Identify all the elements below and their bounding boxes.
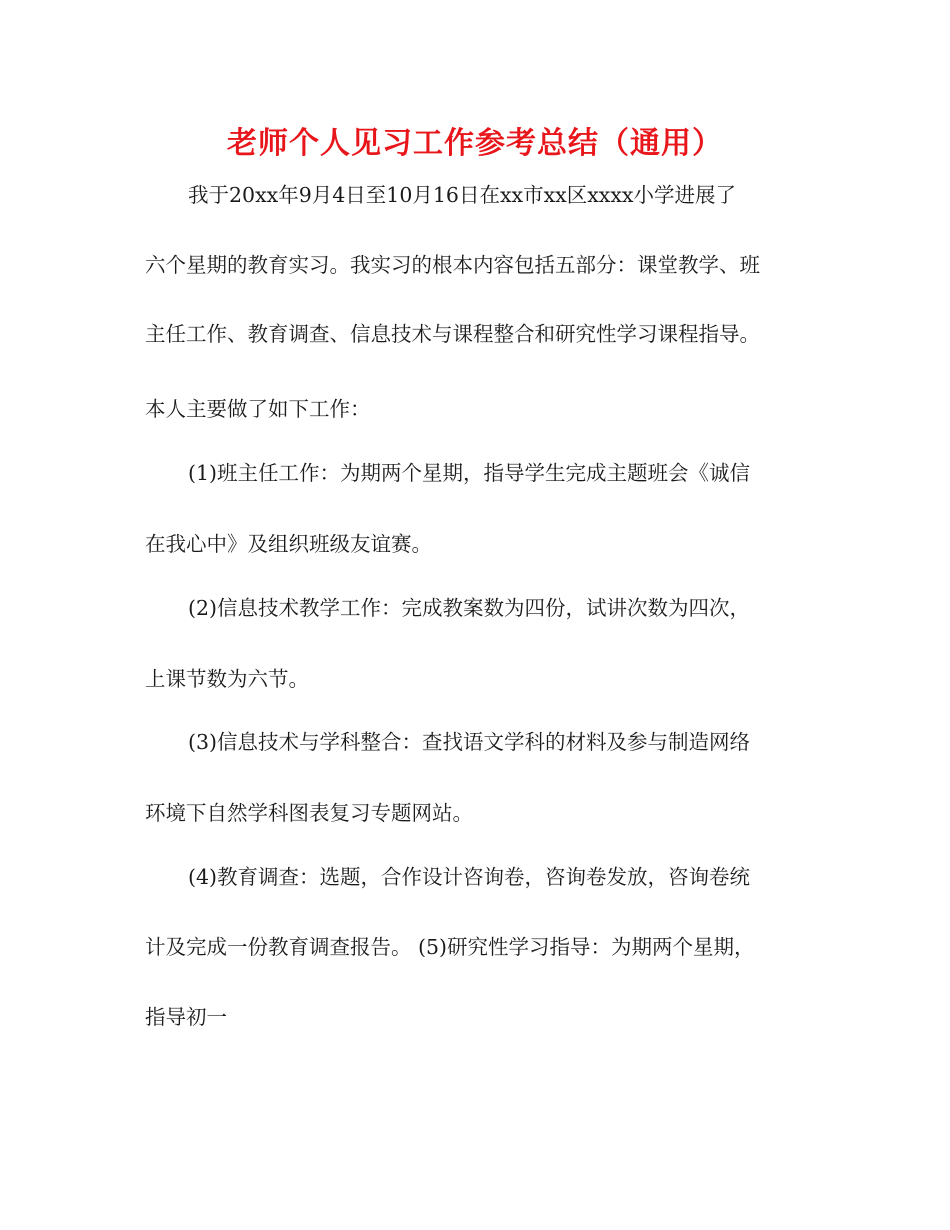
- body-line: 在我心中》及组织班级友谊赛。: [145, 532, 432, 556]
- body-line: 环境下自然学科图表复习专题网站。: [145, 801, 473, 825]
- body-line: (1)班主任工作：为期两个星期，指导学生完成主题班会《诚信: [188, 461, 751, 485]
- body-line: 本人主要做了如下工作：: [145, 397, 371, 421]
- body-line: 六个星期的教育实习。我实习的根本内容包括五部分：课堂教学、班: [145, 253, 760, 277]
- body-line: 我于20xx年9月4日至10月16日在xx市xx区xxxx小学进展了: [188, 183, 736, 207]
- body-line: (3)信息技术与学科整合：查找语文学科的材料及参与制造网络: [188, 730, 751, 754]
- body-line: (2)信息技术教学工作：完成教案数为四份，试讲次数为四次，: [188, 596, 751, 620]
- document-title: 老师个人见习工作参考总结（通用）: [227, 126, 723, 161]
- body-line: 计及完成一份教育调查报告。 (5)研究性学习指导：为期两个星期，: [145, 935, 755, 959]
- body-line: 主任工作、教育调查、信息技术与课程整合和研究性学习课程指导。: [145, 322, 760, 346]
- body-line: 指导初一: [145, 1005, 227, 1029]
- body-line: (4)教育调查：选题，合作设计咨询卷，咨询卷发放，咨询卷统: [188, 865, 751, 889]
- body-line: 上课节数为六节。: [145, 667, 309, 691]
